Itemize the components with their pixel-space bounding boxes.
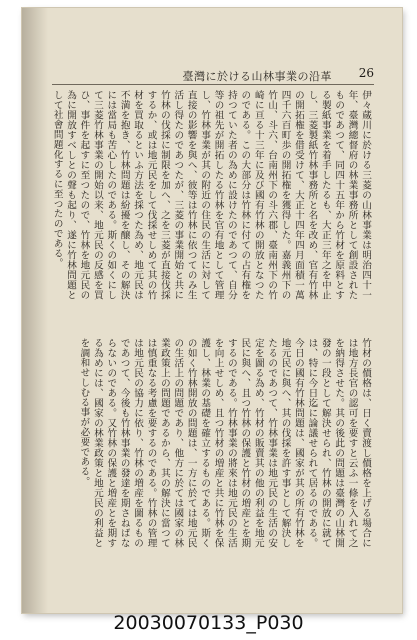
running-header-title: 臺灣に於ける山林事業の沿革: [182, 70, 332, 83]
body-text-upper: 伊々蔵川に於ける三菱の山林事業は明治四十一年、臺灣總督府の林業事務所として創設されたものであつて、同四十五年から竹材を原料とする製紙事業を着手したるも、大正三年之を中止し、三菱製紙竹林事務所と名を改め、官有竹林の開拓権を借受けて、大正十四年四月面積一萬四千六百町歩の開拓権を獲得した。嘉義州下の竹山、斗六、台南州下の斗六郡、臺南州下の竹崎に亘る十三年に及び國有竹林の開放となつたのである。この大部分は竹林に付ての占有権を持つていた者の為めに設けたのであつて、自分等の祖先が開拓したる竹林を官有地として管理し、竹林事業が其の附近の住民の生活に対して直接の影響を與へ、彼等は竹林に依つてのみ生活し得たのであつたが、三菱の事業開始と共に竹林の伐採に制限を加へ、之を三菱が直接伐採するか、或は地元民をして伐採せしめて其の竹材を買取るといふ方法を採つた為め、地元民は不満を抱き、竹林問題は紛擾を醸し、その解決には當局も苦心したのである。斯くの如くにして三菱竹林事業の開始以来、地元民の反感を買ひ、事件を起すに至つたので、竹林を地元民の為に開放すべしとの聲も起り、遂に竹林問題として社會問題化するに至つたのである。: [51, 90, 371, 300]
header-rule: [52, 84, 374, 85]
book-page: [22, 8, 402, 613]
page-number: 26: [358, 66, 374, 80]
body-text-lower: 竹材の價格は、日く賣渡し價格を上げる場合には地方長官の認可を要すと云ふ一條を入れて之を納得させた。其の後此の問題は臺灣の山林開發の一段として解決せられ、竹林の開放に就ては、特に今日迄に論議せられて居るのである。今日の國有竹林問題は、國家が其の所有竹林を地元民に與へ、其の伐採を許す事として解決したるのであつて、竹林事業は地元民の生活の安定を圖る為め、竹材の販賣其の他の利益を地元民に與へ、且つ竹林の保護と竹材の増産とを期するのである。竹林事業の將來は地元民の生活を向上せしめ、且つ竹材の増産と共に竹林を保護し、林業の基礎を確立するものである。斯くの如く竹林開放の問題は、一方に於ては地元民の生活上の問題であり、他方に於ては國家の林業政策上の問題であるから、其の解決に當つては慎重なる考慮を要するのである。竹林の管理は地元民の協力に依り、竹林の増産を圖るものであつて、今後も竹林事業の發達を期さねばならないのである。又竹林の保護と増産とを期する為めには、國家の林業政策と地元民の利益とを調和せしむる事が必要である。: [78, 338, 371, 548]
image-caption-id: 20030070133_P030: [113, 612, 304, 634]
